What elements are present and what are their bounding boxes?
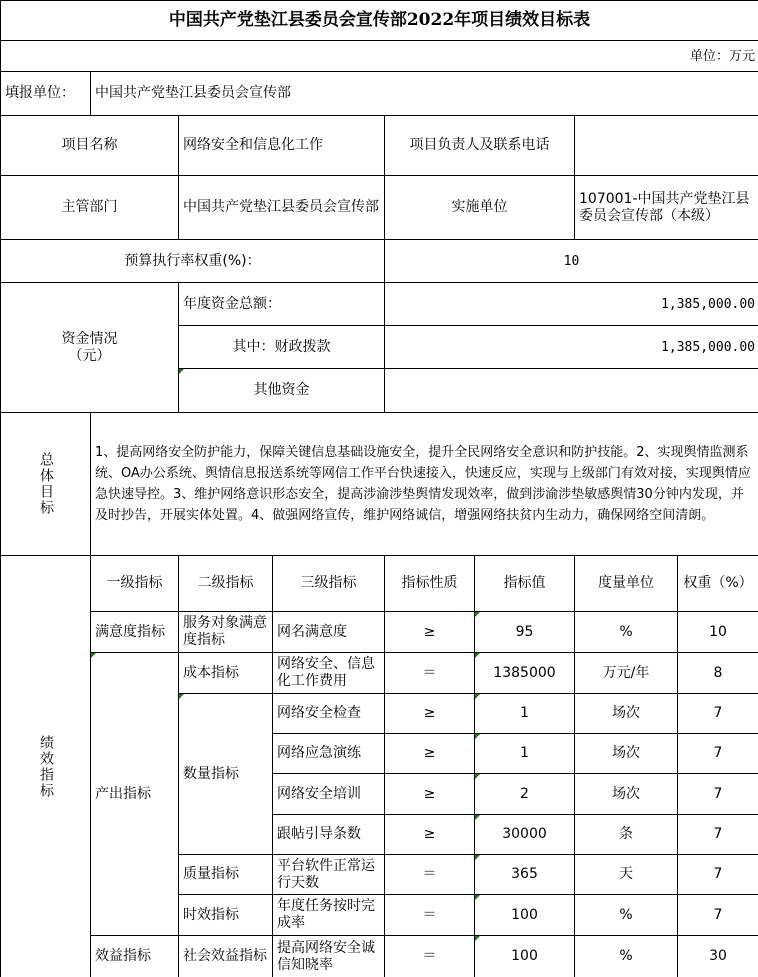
header-value: 指标值 <box>475 556 575 612</box>
indicator-value: 2 <box>475 774 575 815</box>
indicator-weight: 10 <box>678 612 758 653</box>
header-nature: 指标性质 <box>385 556 475 612</box>
level2-quality: 质量指标 <box>179 855 273 895</box>
indicator-unit: 场次 <box>575 734 678 774</box>
indicator-unit: 条 <box>575 815 678 855</box>
indicator-unit: % <box>575 895 678 936</box>
indicator-level3: 年度任务按时完成率 <box>273 895 385 936</box>
dept-label: 主管部门 <box>1 176 179 240</box>
header-level2: 二级指标 <box>179 556 273 612</box>
funds-total-value: 1,385,000.00 <box>385 283 758 326</box>
indicator-nature: ＝ <box>385 895 475 936</box>
indicator-value: 100 <box>475 936 575 977</box>
unit-label: 单位：万元 <box>1 41 758 72</box>
contact-label: 项目负责人及联系电话 <box>385 116 575 176</box>
indicator-level3: 平台软件正常运行天数 <box>273 855 385 895</box>
indicator-unit: % <box>575 612 678 653</box>
indicator-nature: ＝ <box>385 936 475 977</box>
indicator-level3: 网络安全、信息化工作费用 <box>273 653 385 694</box>
indicator-level3: 网名满意度 <box>273 612 385 653</box>
perf-label: 绩效指标 <box>1 556 91 977</box>
indicator-level3: 网络安全检查 <box>273 694 385 734</box>
indicator-value: 365 <box>475 855 575 895</box>
indicator-unit: 天 <box>575 855 678 895</box>
indicator-weight: 7 <box>678 895 758 936</box>
funds-other-value <box>385 369 758 413</box>
level1-satisfaction: 满意度指标 <box>91 612 179 653</box>
indicator-nature: ＝ <box>385 653 475 694</box>
indicator-unit: 场次 <box>575 774 678 815</box>
indicator-nature: ≥ <box>385 612 475 653</box>
indicator-weight: 7 <box>678 734 758 774</box>
indicator-level3: 网络应急演练 <box>273 734 385 774</box>
indicator-value: 1 <box>475 694 575 734</box>
impl-label: 实施单位 <box>385 176 575 240</box>
project-name-value: 网络安全和信息化工作 <box>179 116 385 176</box>
goal-label: 总体目标 <box>1 413 91 556</box>
indicator-unit: % <box>575 936 678 977</box>
funds-other-label: 其他资金 <box>179 369 385 413</box>
indicator-value: 1 <box>475 734 575 774</box>
level2-service-satisfaction: 服务对象满意度指标 <box>179 612 273 653</box>
indicator-weight: 7 <box>678 774 758 815</box>
indicator-value: 30000 <box>475 815 575 855</box>
indicator-level3: 网络安全培训 <box>273 774 385 815</box>
contact-value <box>575 116 758 176</box>
indicator-weight: 7 <box>678 694 758 734</box>
header-level3: 三级指标 <box>273 556 385 612</box>
indicator-unit: 万元/年 <box>575 653 678 694</box>
funds-total-label: 年度资金总额： <box>179 283 385 326</box>
indicator-nature: ≥ <box>385 734 475 774</box>
indicator-value: 1385000 <box>475 653 575 694</box>
level1-benefit: 效益指标 <box>91 936 179 977</box>
level2-cost: 成本指标 <box>179 653 273 694</box>
budget-weight-value: 10 <box>385 240 758 283</box>
indicator-nature: ≥ <box>385 694 475 734</box>
funds-fiscal-value: 1,385,000.00 <box>385 326 758 369</box>
project-name-label: 项目名称 <box>1 116 179 176</box>
header-level1: 一级指标 <box>91 556 179 612</box>
reporting-unit-value: 中国共产党垫江县委员会宣传部 <box>91 72 758 116</box>
level2-social-benefit: 社会效益指标 <box>179 936 273 977</box>
indicator-level3: 跟帖引导条数 <box>273 815 385 855</box>
level2-timeliness: 时效指标 <box>179 895 273 936</box>
header-weight: 权重（%） <box>678 556 758 612</box>
indicator-level3: 提高网络安全诚信知晓率 <box>273 936 385 977</box>
page-title: 中国共产党垫江县委员会宣传部2022年项目绩效目标表 <box>1 1 758 41</box>
indicator-unit: 场次 <box>575 694 678 734</box>
level2-quantity: 数量指标 <box>179 694 273 855</box>
indicator-nature: ＝ <box>385 855 475 895</box>
funds-fiscal-label: 其中：财政拨款 <box>179 326 385 369</box>
funds-label: 资金情况（元） <box>1 283 179 413</box>
level1-output: 产出指标 <box>91 653 179 936</box>
indicator-weight: 8 <box>678 653 758 694</box>
indicator-value: 95 <box>475 612 575 653</box>
indicator-weight: 7 <box>678 855 758 895</box>
indicator-weight: 30 <box>709 948 727 964</box>
impl-value: 107001-中国共产党垫江县委员会宣传部（本级） <box>575 176 758 240</box>
indicator-nature: ≥ <box>385 774 475 815</box>
dept-value: 中国共产党垫江县委员会宣传部 <box>179 176 385 240</box>
header-unit: 度量单位 <box>575 556 678 612</box>
indicator-value: 100 <box>475 895 575 936</box>
indicator-weight: 7 <box>678 815 758 855</box>
goal-text: 1、提高网络安全防护能力，保障关键信息基础设施安全，提升全民网络安全意识和防护技能。2、实现舆情监测系统、OA办公系统、舆情信息报送系统等网信工作平台快速接入，快速反应，实现与上级部门有效对接，实现舆情应急快速导控。3、维护网络意识形态安全，提高涉渝涉垫舆情发现效率，做到涉渝涉垫敏感舆情30分钟内发现，并及时抄告，开展实体处置。4、做强网络宣传，维护网络诚信，增强网络扶贫内生动力，确保网络空间清朗。 <box>91 413 758 556</box>
budget-weight-label: 预算执行率权重(%)： <box>1 240 385 283</box>
indicator-nature: ≥ <box>385 815 475 855</box>
reporting-unit-label: 填报单位： <box>1 72 91 116</box>
